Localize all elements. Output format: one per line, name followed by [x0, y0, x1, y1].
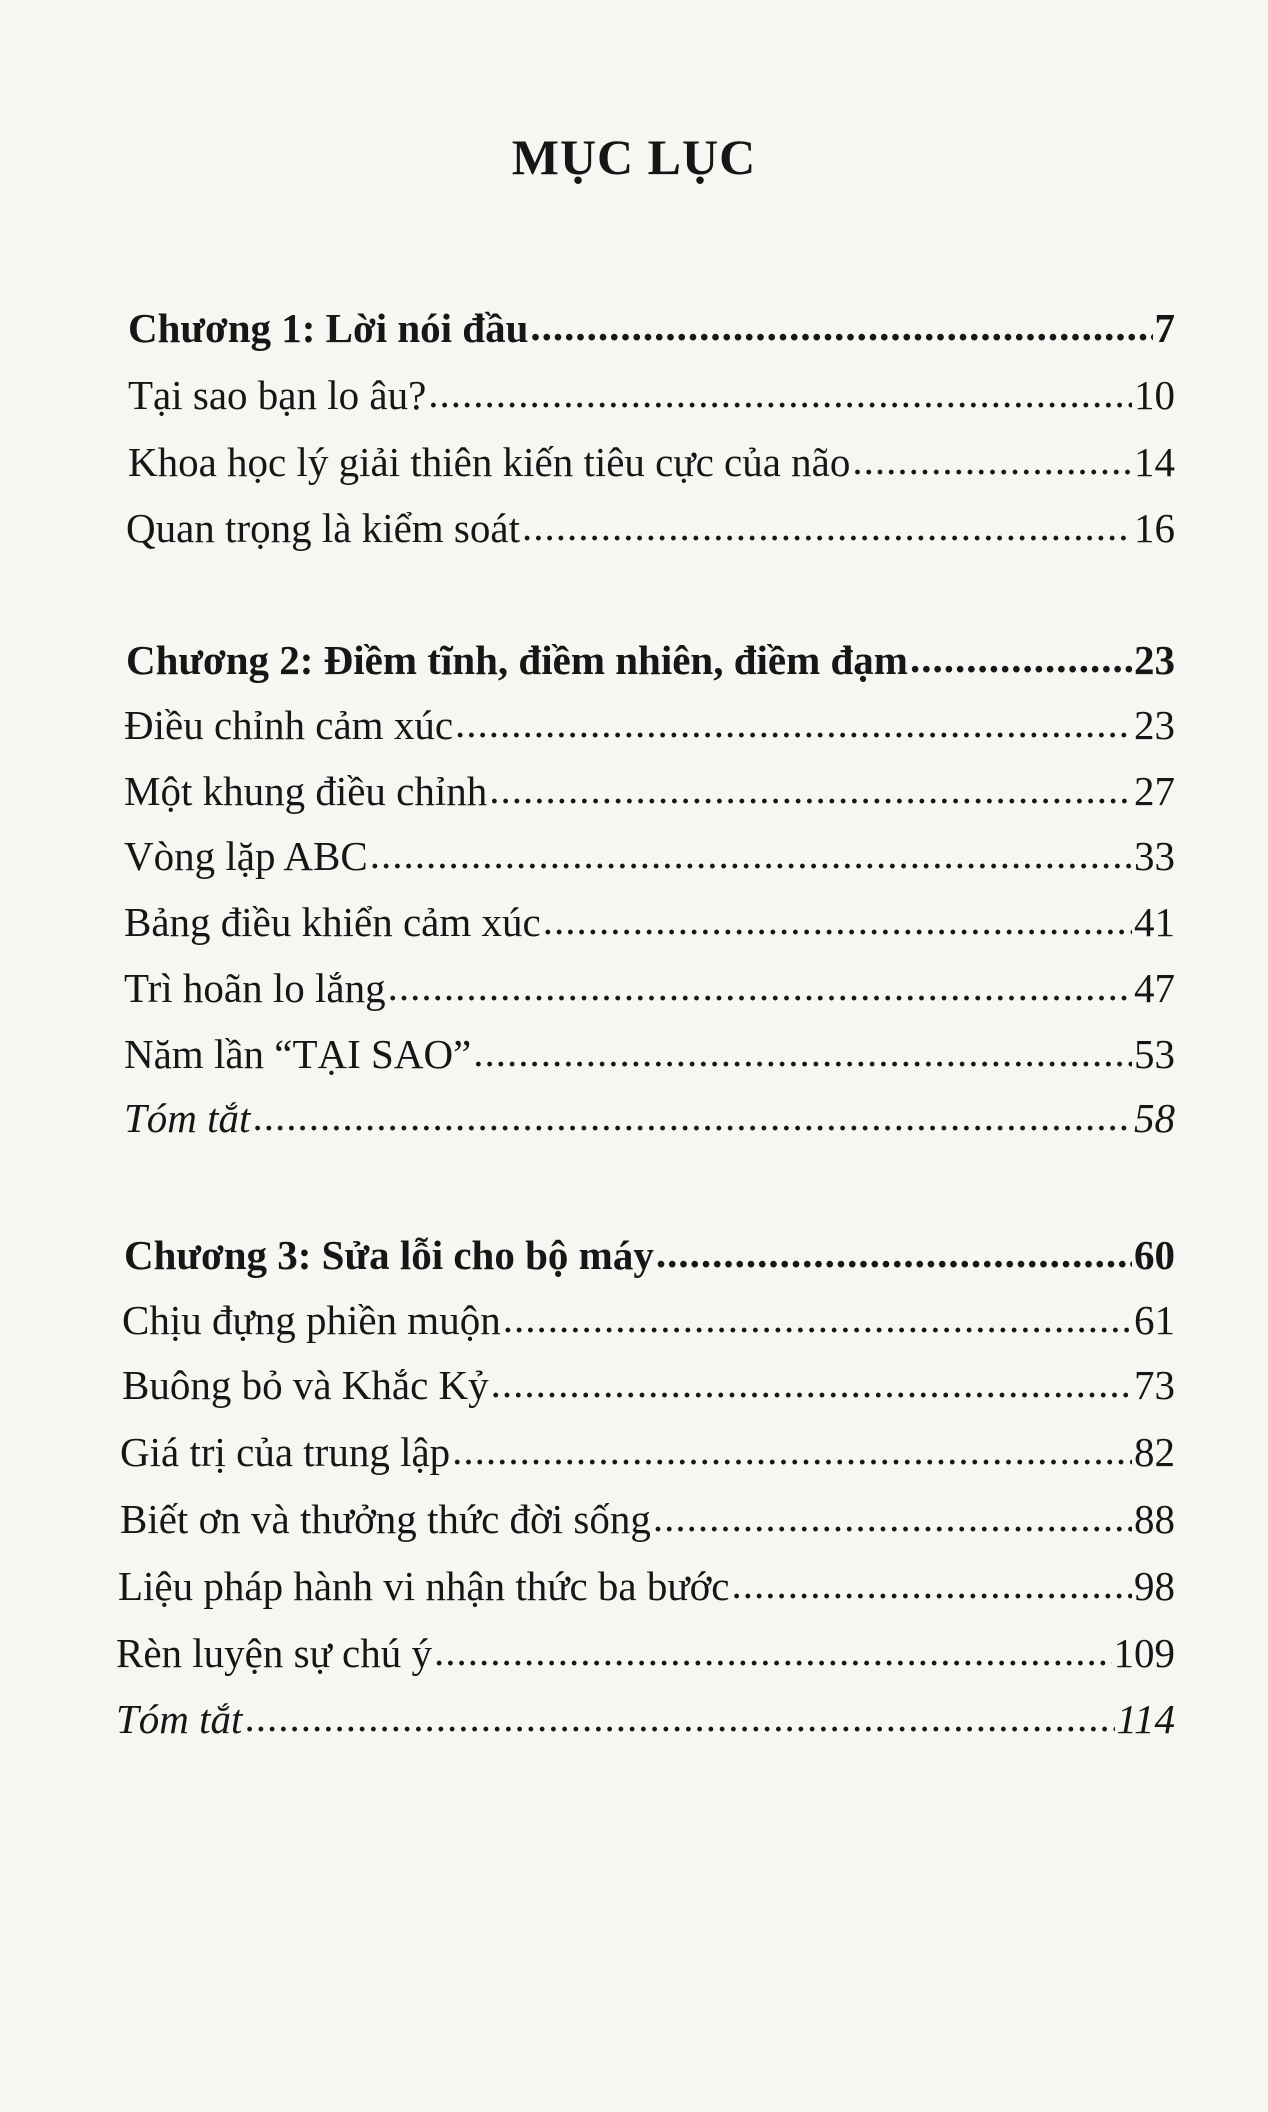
- toc-entry-label: Một khung điều chỉnh: [124, 768, 488, 814]
- toc-entry-page: 88: [1134, 1496, 1175, 1542]
- toc-entry-label: Rèn luyện sự chú ý: [116, 1630, 433, 1676]
- dot-leader: [244, 1697, 1114, 1738]
- toc-entry: [118, 1563, 1175, 1614]
- toc-entry-page: 41: [1134, 899, 1175, 945]
- toc-entry-label: Liệu pháp hành vi nhận thức ba bước: [118, 1563, 730, 1609]
- toc-entry: [120, 1496, 1175, 1547]
- toc-entry-page: 14: [1134, 439, 1175, 485]
- toc-entry-page: 10: [1134, 372, 1175, 418]
- toc-entry: [124, 899, 1175, 950]
- toc-entry-page: 53: [1134, 1031, 1175, 1077]
- toc-entry: [124, 702, 1175, 753]
- dot-leader: [503, 1298, 1132, 1339]
- dot-leader: [852, 440, 1132, 481]
- toc-entry: [126, 505, 1175, 556]
- dot-leader: [452, 1430, 1132, 1471]
- dot-leader: [731, 1564, 1132, 1605]
- toc-entry-label: Giá trị của trung lập: [120, 1429, 451, 1475]
- toc-entry: [116, 1630, 1175, 1681]
- toc-entry-label: Buông bỏ và Khắc Kỷ: [122, 1362, 489, 1408]
- toc-entry-label: Trì hoãn lo lắng: [124, 965, 386, 1011]
- dot-leader: [543, 900, 1132, 941]
- toc-entry-page: 33: [1134, 833, 1175, 879]
- toc-entry: [124, 833, 1175, 884]
- toc-entry: [120, 1429, 1175, 1480]
- dot-leader: [489, 769, 1132, 810]
- toc-entry-label: Vòng lặp ABC: [124, 833, 368, 879]
- dot-leader: [530, 306, 1152, 347]
- dot-leader: [388, 966, 1132, 1007]
- toc-entry-label: Điều chỉnh cảm xúc: [124, 702, 454, 748]
- toc-chapter-3: [124, 1232, 1175, 1283]
- toc-entry-label: Chương 2: Điềm tĩnh, điềm nhiên, điềm đạm: [126, 637, 908, 683]
- toc-entry-page: 82: [1134, 1429, 1175, 1475]
- toc-entry-summary: [116, 1696, 1175, 1747]
- dot-leader: [522, 506, 1132, 547]
- toc-entry-label: Chịu đựng phiền muộn: [122, 1297, 501, 1343]
- toc-entry-page: 16: [1134, 505, 1175, 551]
- toc-entry-label: Tại sao bạn lo âu?: [128, 372, 427, 418]
- dot-leader: [656, 1233, 1132, 1274]
- page-title: MỤC LỤC: [511, 129, 757, 185]
- toc-entry: [124, 1031, 1175, 1082]
- dot-leader: [455, 703, 1132, 744]
- toc-entry-page: 114: [1116, 1696, 1175, 1742]
- toc-entry-page: 109: [1113, 1630, 1175, 1676]
- toc-entry-label: Bảng điều khiển cảm xúc: [124, 899, 541, 945]
- toc-entry-page: 61: [1134, 1297, 1175, 1343]
- dot-leader: [910, 638, 1132, 679]
- toc-entry-page: 47: [1134, 965, 1175, 1011]
- toc-entry-summary: [124, 1095, 1175, 1146]
- toc-entry-label: Tóm tắt: [124, 1095, 251, 1141]
- toc-entry: [124, 768, 1175, 819]
- toc-entry-label: Chương 3: Sửa lỗi cho bộ máy: [124, 1232, 654, 1278]
- toc-entry: [128, 372, 1175, 423]
- toc-entry-page: 98: [1134, 1563, 1175, 1609]
- toc-entry: [122, 1297, 1175, 1348]
- toc-entry-label: Tóm tắt: [116, 1696, 243, 1742]
- dot-leader: [252, 1096, 1132, 1137]
- toc-entry-label: Chương 1: Lời nói đầu: [128, 305, 529, 351]
- toc-entry-label: Năm lần “TẠI SAO”: [124, 1031, 472, 1077]
- dot-leader: [434, 1631, 1111, 1672]
- toc-entry-page: 60: [1134, 1232, 1175, 1278]
- toc-entry-label: Khoa học lý giải thiên kiến tiêu cực của não: [128, 439, 851, 485]
- dot-leader: [473, 1032, 1132, 1073]
- toc-entry-page: 7: [1154, 305, 1175, 351]
- toc-entry: [122, 1362, 1175, 1413]
- toc-chapter-2: [126, 637, 1175, 688]
- toc-entry: [128, 439, 1175, 490]
- dot-leader: [370, 834, 1132, 875]
- toc-entry-page: 73: [1134, 1362, 1175, 1408]
- toc-entry-label: Biết ơn và thưởng thức đời sống: [120, 1496, 651, 1542]
- toc-entry-page: 23: [1134, 637, 1175, 683]
- dot-leader: [491, 1363, 1132, 1404]
- toc-chapter-1: [128, 305, 1175, 356]
- toc-entry-page: 58: [1134, 1095, 1175, 1141]
- toc-entry-label: Quan trọng là kiểm soát: [126, 505, 520, 551]
- toc-entry-page: 23: [1134, 702, 1175, 748]
- toc-entry-page: 27: [1134, 768, 1175, 814]
- dot-leader: [428, 373, 1132, 414]
- toc-entry: [124, 965, 1175, 1016]
- dot-leader: [653, 1497, 1132, 1538]
